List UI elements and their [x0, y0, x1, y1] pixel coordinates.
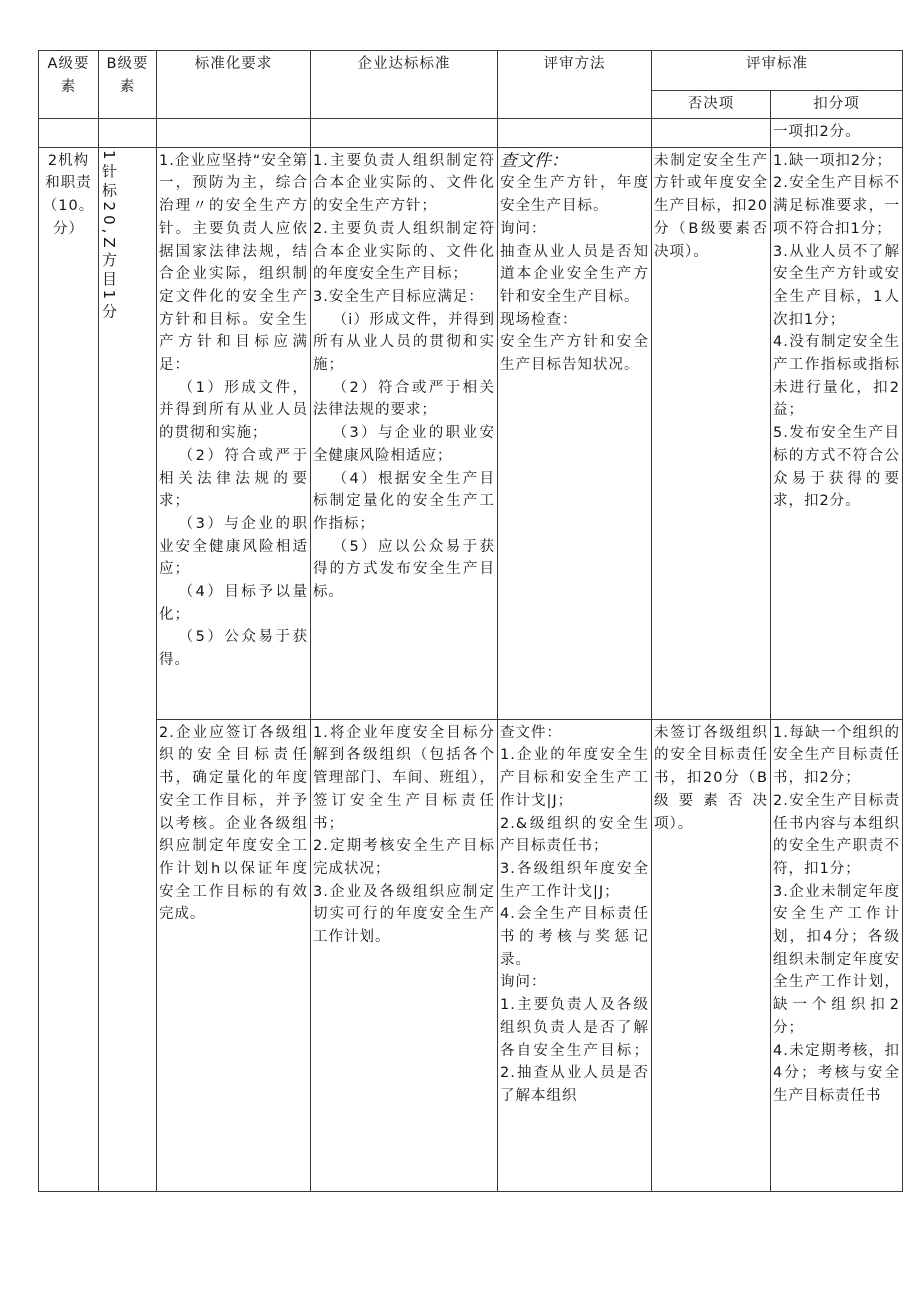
carryover-requirement-cell: [157, 118, 311, 147]
method-item: 1.主要负责人及各级组织负责人是否了解各自安全生产目标；2.抽查从业人员是否了解本组织: [500, 997, 649, 1104]
deduction-cell: [771, 147, 903, 719]
deduction-item: 4.未定期考核，扣4分；考核与安全生产目标责任书: [773, 1042, 900, 1104]
table-row: [39, 147, 903, 719]
standard-item: 3.企业及各级组织应制定切实可行的年度安全生产工作计划。: [313, 883, 495, 946]
method-item: 询问：: [500, 974, 547, 991]
standard-item: 1.主要负责人组织制定符合本企业实际的、文件化的安全生产方针；: [313, 152, 495, 215]
standard-cell: [311, 719, 498, 1191]
method-item: 2.&级组织的安全生产目标责任书；: [500, 815, 649, 855]
deduction-item: 2.安全生产目标不满足标准要求，一项不符合扣1分；: [773, 175, 900, 237]
header-veto-item: 否决项: [652, 91, 771, 119]
method-item: 3.各级组织年度安全生产工作计戈|J；: [500, 860, 649, 900]
standard-item: 2.主要负责人组织制定符合本企业实际的、文件化的年度安全生产目标；: [313, 220, 495, 283]
method-item: 安全生产方针和安全生产目标告知状况。: [500, 334, 649, 374]
standards-table: [38, 50, 903, 1192]
method-item: 1.企业的年度安全生产目标和安全生产工作计戈|J；: [500, 747, 649, 809]
requirement-item: （4）目标予以量化；: [159, 584, 308, 623]
standard-subitem: （4）根据安全生产目标制定量化的安全生产工作指标；: [313, 470, 495, 532]
requirement-cell: [157, 719, 311, 1191]
carryover-method-cell: [498, 118, 652, 147]
header-review-method: 评审方法: [498, 51, 652, 119]
standard-cell: [311, 147, 498, 719]
veto-text: 未签订各级组织的安全目标责任书，扣20分（B级要素否决项）。: [654, 724, 768, 832]
requirement-item: （1）形成文件，并得到所有从业人员的贯彻和实施；: [159, 379, 308, 442]
carryover-row: [39, 118, 903, 147]
deduction-item: 1.缺一项扣2分；: [773, 152, 893, 169]
carryover-veto-cell: [652, 118, 771, 147]
method-heading: 查文件：: [500, 724, 562, 741]
method-item: 安全生产方针，年度安全生产目标。: [500, 175, 649, 215]
header-a-level: A级要素: [39, 51, 99, 119]
carryover-b-cell: [99, 118, 157, 147]
deduction-item: 1.每缺一个组织的安全生产目标责任书，扣2分；: [773, 724, 900, 787]
deduction-item: 3.从业人员不了解安全生产方针或安全生产目标，1人次扣1分；: [773, 243, 900, 328]
standard-subitem: （3）与企业的职业安全健康风险相适应；: [313, 425, 495, 464]
requirement-item: （3）与企业的职业安全健康风险相适应；: [159, 515, 308, 578]
header-row: [39, 51, 903, 91]
deduction-item: 2.安全生产目标责任书内容与本组织的安全生产职责不符，扣1分；: [773, 792, 900, 877]
method-cell: [498, 719, 652, 1191]
carryover-a-cell: [39, 118, 99, 147]
standard-item: 1.将企业年度安全目标分解到各级组织（包括各个管理部门、车间、班组），签订安全生产目标责任书；: [313, 724, 495, 832]
method-item: 抽查从业人员是否知道本企业安全生产方针和安全生产目标。: [500, 243, 649, 305]
a-element-text: 2机构和职责（10。分）: [42, 152, 95, 237]
method-heading: 查文件：: [500, 150, 568, 171]
deduction-item: 3.企业未制定年度安全生产工作计划，扣4分；各级组织未制定年度安全生产工作计划，缺一个组织扣2分；: [773, 883, 900, 1036]
carryover-standard-cell: [311, 118, 498, 147]
standard-subitem: （i）形成文件，并得到所有从业人员的贯彻和实施；: [313, 311, 495, 374]
method-cell: [498, 147, 652, 719]
deduction-cell: [771, 719, 903, 1191]
requirement-item: （2）符合或严于相关法律法规的要求；: [159, 447, 308, 510]
requirement-paragraph: 1.企业应坚持“安全第一，预防为主，综合治理〃的安全生产方针。主要负责人应依据国家法律法规，结合企业实际，组织制定文件化的安全生产方针和目标。安全生产方针和目标应满足：: [159, 152, 308, 374]
requirement-cell: [157, 147, 311, 719]
standard-item: 3.安全生产目标应满足：: [313, 288, 484, 305]
header-deduction-item: 扣分项: [771, 91, 903, 119]
standard-item: 2.定期考核安全生产目标完成状况；: [313, 838, 495, 877]
requirement-paragraph: 2.企业应签订各级组织的安全目标责任书，确定量化的年度安全工作目标，并予以考核。企业各级组织应制定年度安全工作计划h以保证年度安全工作目标的有效完成。: [159, 724, 308, 923]
veto-cell: [652, 719, 771, 1191]
method-item: 询问：: [500, 220, 547, 237]
method-item: 现场检查：: [500, 311, 578, 328]
carryover-deduction-cell: 一项扣2分。: [771, 118, 903, 147]
header-enterprise-standard: 企业达标标准: [311, 51, 498, 119]
standard-subitem: （5）应以公众易于获得的方式发布安全生产目标。: [313, 538, 495, 601]
veto-cell: [652, 147, 771, 719]
header-standard-requirement: 标准化要求: [157, 51, 311, 119]
b-element-cell: [99, 147, 157, 1191]
b-element-text: 1针标20,Z方目1分: [100, 149, 118, 322]
deduction-item: 5.发布安全生产目标的方式不符合公众易于获得的要求，扣2分。: [773, 425, 900, 510]
veto-text: 未制定安全生产方针或年度安全生产目标，扣20分（B级要素否决项）。: [654, 152, 768, 260]
header-review-criteria: 评审标准: [652, 51, 903, 91]
requirement-item: （5）公众易于获得。: [159, 629, 308, 669]
standard-subitem: （2）符合或严于相关法律法规的要求；: [313, 379, 495, 419]
method-item: 4.会全生产目标责任书的考核与奖惩记录。: [500, 906, 649, 968]
table-row: [39, 719, 903, 1191]
deduction-item: 4.没有制定安全生产工作指标或指标未进行量化，扣2益；: [773, 334, 900, 419]
header-b-level: B级要素: [99, 51, 157, 119]
a-element-cell: [39, 147, 99, 1191]
